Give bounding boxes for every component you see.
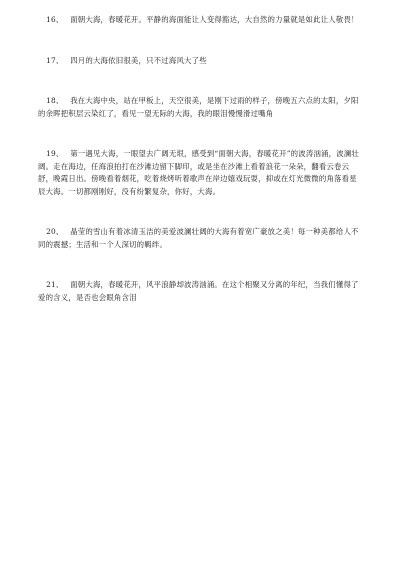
paragraph-20 (38, 226, 362, 251)
paragraph-number: 18、 (46, 96, 64, 105)
paragraph-text: 我在大海中央，站在甲板上，天空很美，是刚下过雨的样子，傍晚五六点的太阳，夕阳的余晖把积层云染红了，看见一望无际的大海，我的眼泪慢慢滑过嘴角 (38, 96, 359, 118)
paragraph-number: 19、 (46, 149, 64, 158)
paragraph-number: 16、 (46, 15, 64, 24)
paragraph-19 (38, 148, 362, 198)
paragraph-text: 面朝大海，春暖花开，风平浪静却波涛汹涌。在这个相聚又分离的年纪，当我们懂得了爱的含义，是否也会眼角含泪 (38, 280, 359, 302)
paragraph-number: 20、 (46, 227, 64, 236)
paragraph-text: 面朝大海，春暖花开。平静的海面能让人变得豁达，大自然的力量就是如此让人敬畏！ (70, 15, 359, 24)
paragraph-number: 21、 (46, 280, 64, 289)
paragraph-18 (38, 95, 362, 120)
paragraph-21 (38, 279, 362, 304)
paragraph-text: 第一遇见大海，一眼望去广阔无垠，感受到“面朝大海，春暖花开”的波涛汹涌，波澜壮阔。走在海边，任海浪拍打在沙滩边留下脚印，或是坐在沙滩上看着浪花一朵朵，翻看云卷云舒，晚霞日出。傍晚看着烟花，吃着烧烤听着歌声在岸边嬉戏玩耍，抑或在灯光微微的角落看星辰大海。一切都刚刚好，没有纷繁复杂，你好，大海。 (38, 149, 360, 196)
paragraph-text: 四月的大海依旧很美，只不过海风大了些 (70, 55, 207, 65)
paragraph-number: 17、 (46, 55, 64, 65)
paragraph-17 (38, 55, 362, 68)
paragraph-text: 晶莹的雪山有着冰清玉洁的美爱波澜壮阔的大海有着宽广豪放之美！每一种美都给人不同的震撼；生活和一个人深切的羁绊。 (38, 227, 359, 249)
paragraph-16 (38, 14, 362, 27)
